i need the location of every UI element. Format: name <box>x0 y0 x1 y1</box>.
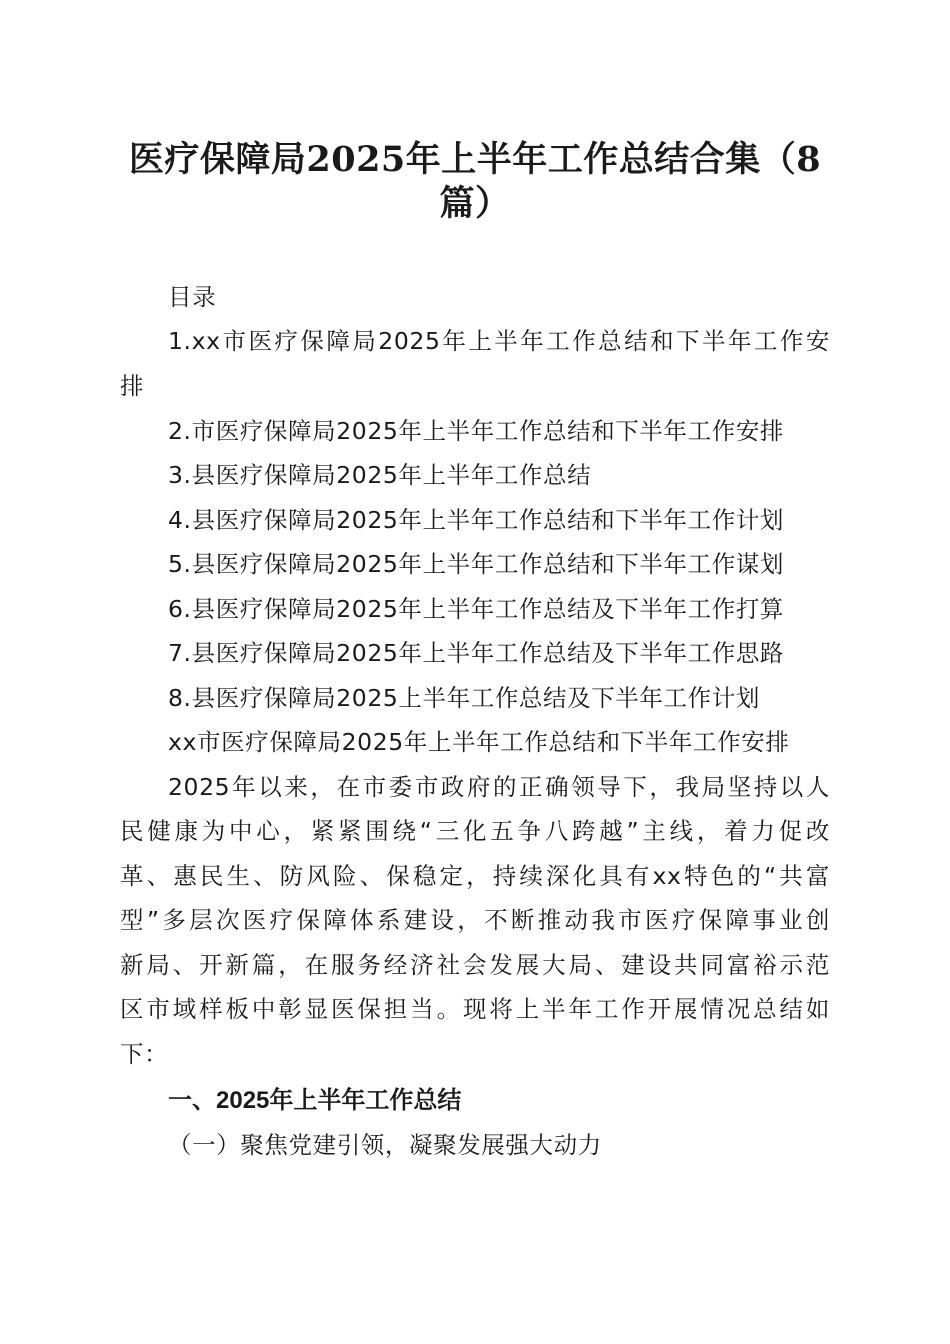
article-title: xx市医疗保障局2025年上半年工作总结和下半年工作安排 <box>168 728 790 756</box>
intro-line-3: 革、惠民生、防风险、保稳定，持续深化具有xx特色的“共富 <box>120 862 830 890</box>
toc-item-7: 7.县医疗保障局2025年上半年工作总结及下半年工作思路 <box>168 639 785 667</box>
toc-item-8: 8.县医疗保障局2025上半年工作总结及下半年工作计划 <box>168 684 760 712</box>
intro-line-4: 型”多层次医疗保障体系建设，不断推动我市医疗保障事业创 <box>120 906 830 934</box>
subsection-heading-1: （一）聚焦党建引领，凝聚发展强大动力 <box>168 1131 602 1159</box>
toc-item-2: 2.市医疗保障局2025年上半年工作总结和下半年工作安排 <box>168 417 785 445</box>
intro-line-1: 2025年以来，在市委市政府的正确领导下，我局坚持以人 <box>168 773 830 801</box>
toc-item-1: 1.xx市医疗保障局2025年上半年工作总结和下半年工作安 <box>168 327 830 355</box>
section-heading-1: 一、2025年上半年工作总结 <box>168 1087 462 1114</box>
intro-line-5: 新局、开新篇，在服务经济社会发展大局、建设共同富裕示范 <box>120 951 830 979</box>
intro-line-7: 下： <box>120 1040 169 1068</box>
toc-item-3: 3.县医疗保障局2025年上半年工作总结 <box>168 461 592 489</box>
toc-item-1-continued: 排 <box>120 372 145 400</box>
intro-line-2: 民健康为中心，紧紧围绕“三化五争八跨越”主线，着力促改 <box>120 817 830 845</box>
toc-item-5: 5.县医疗保障局2025年上半年工作总结和下半年工作谋划 <box>168 550 785 578</box>
toc-label: 目录 <box>168 283 217 311</box>
document-title-line-1: 医疗保障局2025年上半年工作总结合集（8 <box>128 139 822 180</box>
intro-line-6: 区市域样板中彰显医保担当。现将上半年工作开展情况总结如 <box>120 995 830 1023</box>
document-title-line-2: 篇） <box>439 183 511 224</box>
toc-item-6: 6.县医疗保障局2025年上半年工作总结及下半年工作打算 <box>168 595 785 623</box>
toc-item-4: 4.县医疗保障局2025年上半年工作总结和下半年工作计划 <box>168 506 785 534</box>
